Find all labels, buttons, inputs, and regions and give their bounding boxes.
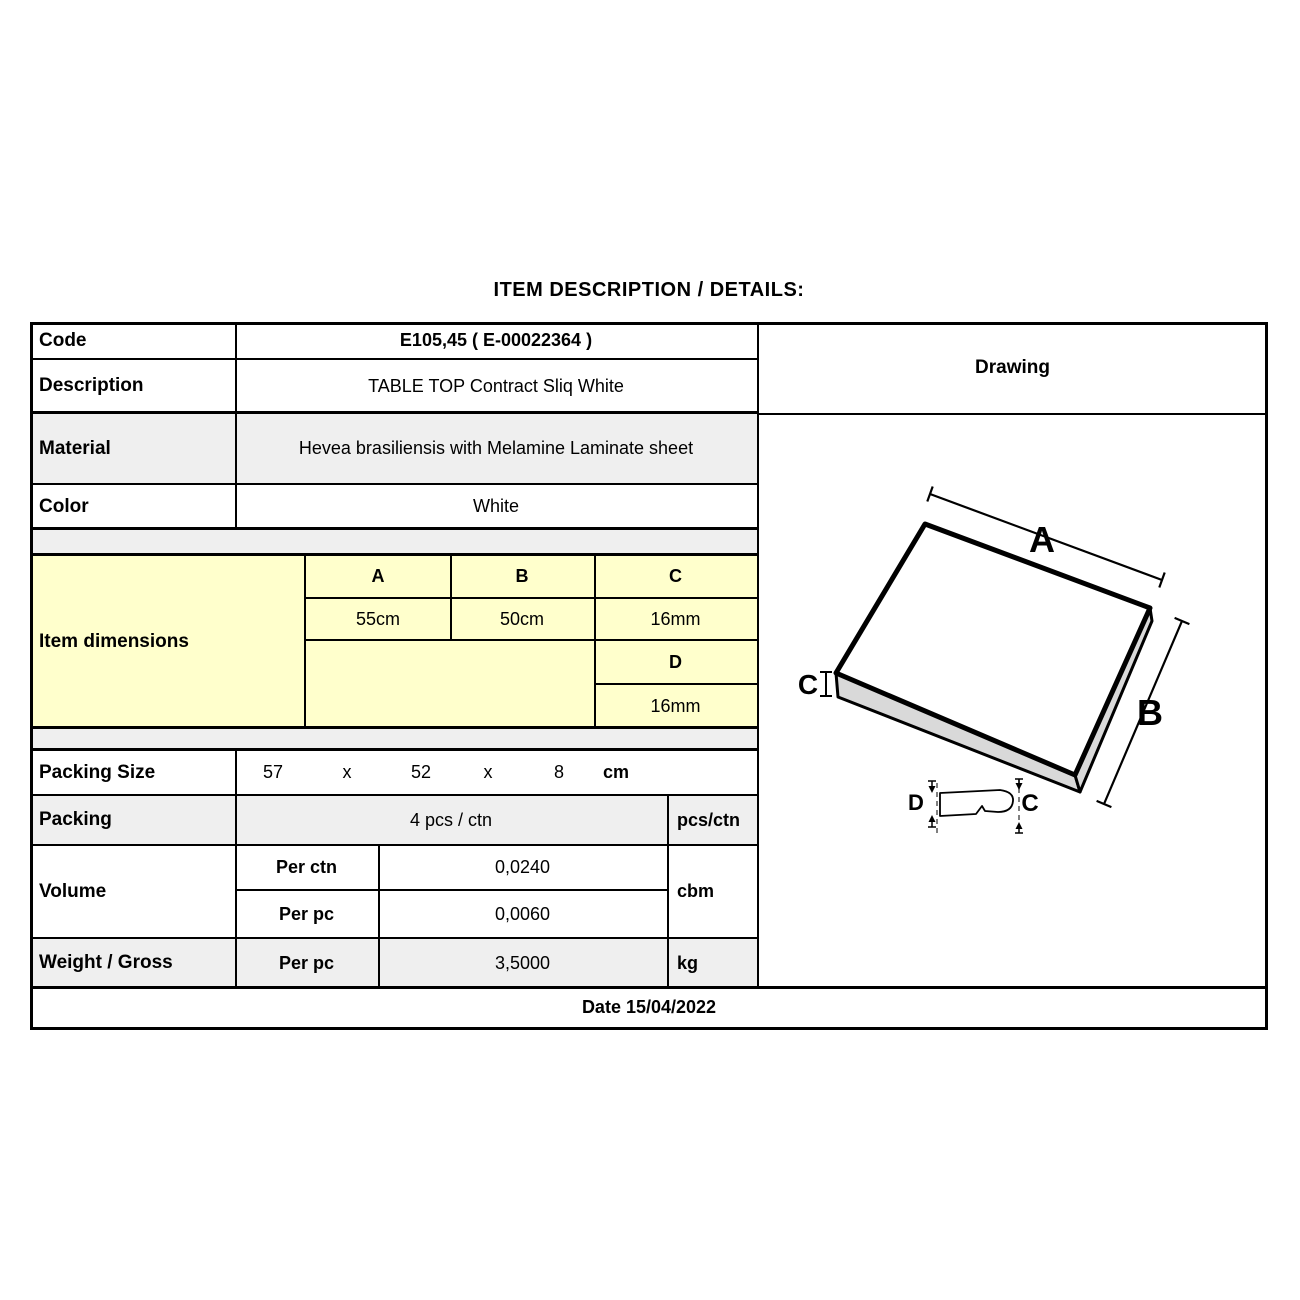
border-below-color (30, 527, 759, 530)
border-below-packing-size (30, 794, 759, 796)
dim-b-header: B (515, 566, 529, 587)
border-dimensions-top (30, 553, 759, 556)
packing-size-x2: x (483, 762, 493, 783)
packing-size-x1: x (342, 762, 352, 783)
thickness-mark-c (820, 672, 832, 696)
border-outer-left (30, 322, 33, 1030)
border-below-code (30, 358, 759, 360)
weight-per-pc-label: Per pc (278, 952, 335, 973)
volume-label: Volume (39, 880, 107, 902)
border-sub-label-column (378, 844, 380, 988)
border-dimensions-bottom (30, 726, 759, 729)
separator-band-top (30, 529, 757, 555)
border-label-column-top (235, 322, 237, 529)
material-label: Material (39, 437, 111, 459)
description-value: TABLE TOP Contract Sliq White (368, 375, 624, 396)
dim-c-header: C (669, 566, 682, 587)
profile-d-arrowhead-bottom (929, 815, 936, 822)
packing-label: Packing (39, 809, 112, 831)
weight-value: 3,5000 (494, 952, 551, 973)
border-outer-right (1265, 322, 1268, 1030)
border-below-volume (30, 937, 759, 939)
border-band-bottom (30, 748, 759, 751)
border-below-drawing-header (757, 413, 1268, 415)
border-dim-b-c (594, 553, 596, 728)
profile-d-arrowhead-top (929, 786, 936, 793)
border-outer-top (30, 322, 1268, 325)
border-label-column-bottom (235, 748, 237, 988)
border-outer-bottom (30, 1027, 1268, 1030)
packing-value: 4 pcs / ctn (409, 809, 493, 830)
weight-unit: kg (677, 952, 699, 973)
separator-band-bottom (30, 728, 757, 750)
border-left-right-divider (757, 322, 759, 988)
dimension-label-a: A (1029, 519, 1055, 560)
color-label: Color (39, 495, 89, 517)
volume-per-ctn-value: 0,0240 (494, 857, 551, 878)
packing-size-value (235, 750, 757, 795)
packing-size-depth: 52 (410, 762, 432, 783)
dim-d-header: D (669, 651, 682, 672)
border-below-abc-values (306, 639, 757, 641)
border-below-d-header (594, 683, 757, 685)
material-value: Hevea brasiliensis with Melamine Laminate sheet (298, 438, 694, 459)
packing-size-label: Packing Size (39, 761, 156, 783)
dim-d-value: 16mm (650, 695, 701, 716)
dim-a-value: 55cm (355, 608, 400, 629)
border-material-color (30, 483, 759, 485)
border-volume-internal (235, 889, 667, 891)
dim-c-value: 16mm (650, 608, 701, 629)
border-below-abc-headers (306, 597, 757, 599)
drawing-area (757, 415, 1268, 988)
date-stamp: Date 15/04/2022 (581, 997, 717, 1018)
border-dim-a-b (450, 553, 452, 641)
profile-label-c: C (1021, 790, 1039, 817)
table-top-drawing (757, 415, 1268, 988)
drawing-header: Drawing (975, 356, 1050, 378)
border-below-description (30, 411, 759, 414)
profile-label-d: D (908, 790, 924, 815)
profile-outline (940, 790, 1013, 816)
volume-per-ctn-label: Per ctn (275, 857, 338, 878)
item-description-table (30, 322, 1268, 1030)
volume-per-pc-value: 0,0060 (494, 903, 551, 924)
packing-size-height: 8 (553, 762, 565, 783)
code-label: Code (39, 329, 87, 351)
dim-b-value: 50cm (499, 608, 544, 629)
packing-unit: pcs/ctn (677, 809, 741, 830)
profile-c-arrowhead-top (1016, 783, 1023, 790)
border-unit-column (667, 794, 669, 988)
volume-per-pc-label: Per pc (278, 903, 335, 924)
volume-unit: cbm (677, 881, 715, 902)
packing-size-width: 57 (262, 762, 284, 783)
code-value: E105,45 ( E-00022364 ) (399, 330, 593, 351)
weight-label: Weight / Gross (39, 952, 173, 974)
dim-a-header: A (371, 566, 385, 587)
profile-c-arrowhead-bottom (1016, 822, 1023, 829)
item-dimensions-label: Item dimensions (39, 630, 189, 652)
page-title: ITEM DESCRIPTION / DETAILS: (493, 279, 805, 301)
color-value: White (472, 496, 519, 517)
dimension-label-b: B (1137, 692, 1163, 733)
dimension-label-c-left: C (797, 669, 819, 700)
border-above-date (30, 986, 1268, 989)
description-label: Description (39, 375, 144, 397)
packing-size-unit: cm (602, 762, 630, 783)
border-below-packing (30, 844, 759, 846)
border-dimensions-label (304, 553, 306, 728)
edge-profile (908, 779, 1039, 835)
